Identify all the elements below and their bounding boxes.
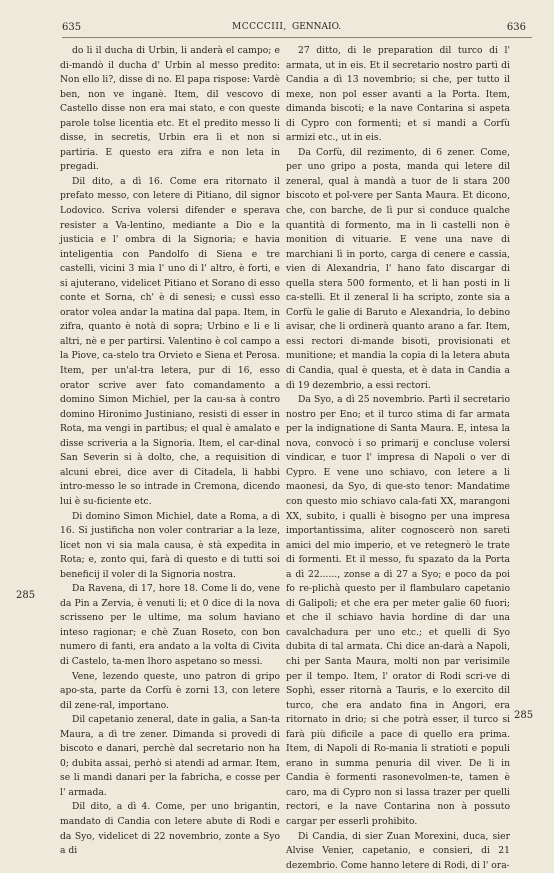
paragraph: Da Corfù, dil rezimento, di 6 zener. Come, per uno gripo a posta, manda qui letere dil zeneral, qual à mandà a tuor de li stara 200 biscoto et pol-vere per Santa Maura. Et dicono, che, con barche, de lì pur si conduce qualche quantità di formento, ma in li castelli non è monition di vituarie. E vene una nave di marchiani lì in porto, carga di cenere e cassia, vien di Alexandria, l' hano fato discargar di quella stera 500 formento, et li han posti in li ca-stelli. Et il zeneral li ha scripto, zonte sia a Corfù le galie di Baruto e Alexandria, lo debino avisar, che li ordinerà quanto arano a far. Item, essi rectori di-mande bisoti, provisionati et munitione; et mandia la copia di la letera abuta di Candia, qual è questa, et è data in Candia a dì 19 dezembrio, a essi rectori. bbox=[286, 146, 510, 391]
paragraph: 27 ditto, di le preparation dil turco di l' armata, ut in eis. Et il secretario nostro partì di Candia a dì 13 novembrio; si che, per tutto il mexe, non pol esser avanti a la Porta. Item, dimanda biscoti; e la nave Contarina si aspeta di Cypro con formenti; et si mandi a Corfù armizi etc., ut in eis. bbox=[286, 45, 510, 144]
paragraph: Di domino Simon Michiel, date a Roma, a dì 16. Si justificha non voler contrariar a la leze, licet non vi sia mala causa, è stà expedita in Rota; e, zonto qui, farà di questo e di tutti soi beneficij il voler di la Signoria nostra. bbox=[60, 510, 280, 580]
paragraph: Di Candia, di sier Zuan Morexini, duca, sier Alvise Venier, capetanio, e consieri, di 21 dezembrio. Come hanno letere di Rodi, di l' ora- bbox=[286, 830, 510, 871]
paragraph: Dil dito, a dì 4. Come, per uno brigantin, mandato di Candia con letere abute di Rodi e da Syo, videlicet di 22 novembrio, zonte a Syo a di bbox=[60, 801, 280, 857]
paragraph: do li il ducha di Urbin, li anderà el campo; e di-mandò il ducha d' Urbin al messo predito: Non ello li?, disse di no. El papa rispose: Vardè ben, non ve inganè. Item, dil vescovo di Castello disse non era mai stato, e con queste parole tolse licentia etc. Et el predito messo li disse, in secretis, Urbin era li et non si partiria. E questo era zifra e non leta in pregadi. bbox=[60, 45, 280, 173]
header-year: MCCCCIII, bbox=[232, 22, 287, 32]
paragraph: Da Ravena, di 17, hore 18. Come li do, vene da Pin a Zervia, è venuti li; et 0 dice di la nova scrisseno per le ultime, ma solum haviano inteso ragionar; e chè Zuan Roseto, con bon numero di fanti, era andato a la volta di Civita di Castelo, ta-men lhoro aspetano so messi. bbox=[60, 583, 280, 667]
right-page-number: 636 bbox=[506, 22, 526, 33]
paragraph: Da Syo, a dì 25 novembrio. Partì il secretario nostro per Eno; et il turco stima di far armata per la indignatione di Santa Maura. E, intesa la nova, convocò i so primarij e concluse volersi vindicar, e tuor l' impresa di Napoli o ver di Cypro. E vene uno schiavo, con letere a li maonesi, da Syo, di que-sto tenor: Mandatime con questo mio schiavo cala-fati XX, marangoni XX, subito, i qualli è bisogno per una impresa importantissima, aliter cognoscerò non sareti amici del mio imperio, et ve retegnerò le trate di formenti. Et il messo, fu spazato da la Porta a dì 22......, zonse a dì 27 a Syo; e poco da poi fo re-plichà questo per il flambularo capetanio di Galipoli; et che era per meter galie 60 fuori; et che il schiavo havia hordine di dar una cavalchadura per uno etc.; et quelli di Syo dubita di tal armata. Chi dice an-darà a Napoli, chi per Santa Maura, molti non par verisimile per il tempo. Item, l' orator di Rodi scri-ve di Sophì, esser ritornà a Tauris, e lo exercito dil turco, che era andato fina in Angori, era ritornato in drio; si che potrà esser, il turco si farà più dificile a pace di quello era prima. Item, di Napoli di Ro-mania li stratioti e populi erano in summa penuria dil viver. De li in Candia è formenti rasonevolmen-te, tamen è caro, ma di Cypro non si lassa trazer per quelli rectori, e la nave Contarina non à possuto cargar per esserli prohibito. bbox=[286, 394, 510, 827]
running-header bbox=[62, 22, 534, 38]
paragraph: Dil capetanio zeneral, date in galia, a San-ta Maura, a dì tre zener. Dimanda si provedi di biscoto e danari, perchè dal secretario non ha 0; dubita assai, perhò si atendi ad armar. Item, se li mandi danari per la fabricha, e cosse per l' armada. bbox=[60, 714, 280, 798]
paragraph: Dil dito, a dì 16. Come era ritornato il prefato messo, con letere di Pitiano, dil signor Lodovico. Scriva volersi difender e sperava resister a Va-lentino, mediante a Dio e la justicia e l' ombra di la Signoria; e havia inteligentia con Pandolfo di Siena e tre castelli, vicini 3 mia l' uno di l' altro, è forti, e si ajuterano, videlicet Pitiano et Sorano di esso conte et Sorna, ch' è di senesi; e cussì esso orator volea andar la matina dal papa. Item, in zifra, quanto è notà di sopra; Urbino e li e li altri, nè e per partirsi. Valentino è col campo a la Piove, ca-stelo tra Orvieto e Siena et Perosa. Item, per un'al-tra letera, pur di 16, esso orator scrive aver fato comandamento a domino Simon Michiel, per la cau-sa à contro domino Hironimo Justiniano, resisti di esser in Rota, ma vengi in partibus; el qual è amalato e disse scriveria a la Signoria. Item, el car-dinal San Severin si à dolto, che, a requisition di alcuni ebrei, dice aver di Citadela, li habbi intro-messo le so intrade in Cremona, dicendo lui è su-ficiente etc. bbox=[60, 175, 280, 507]
left-text-column bbox=[60, 44, 280, 857]
left-page-number: 635 bbox=[62, 22, 82, 33]
margin-note-left: 285 bbox=[16, 590, 36, 601]
header-month: GENNAIO. bbox=[292, 22, 342, 32]
margin-note-right: 285 bbox=[514, 710, 534, 721]
header-rule bbox=[62, 37, 532, 38]
paragraph: Vene, lezendo queste, uno patron di gripo apo-sta, parte da Corfù è zorni 13, con letere dil zene-ral, importano. bbox=[60, 670, 280, 711]
right-text-column bbox=[286, 44, 510, 871]
